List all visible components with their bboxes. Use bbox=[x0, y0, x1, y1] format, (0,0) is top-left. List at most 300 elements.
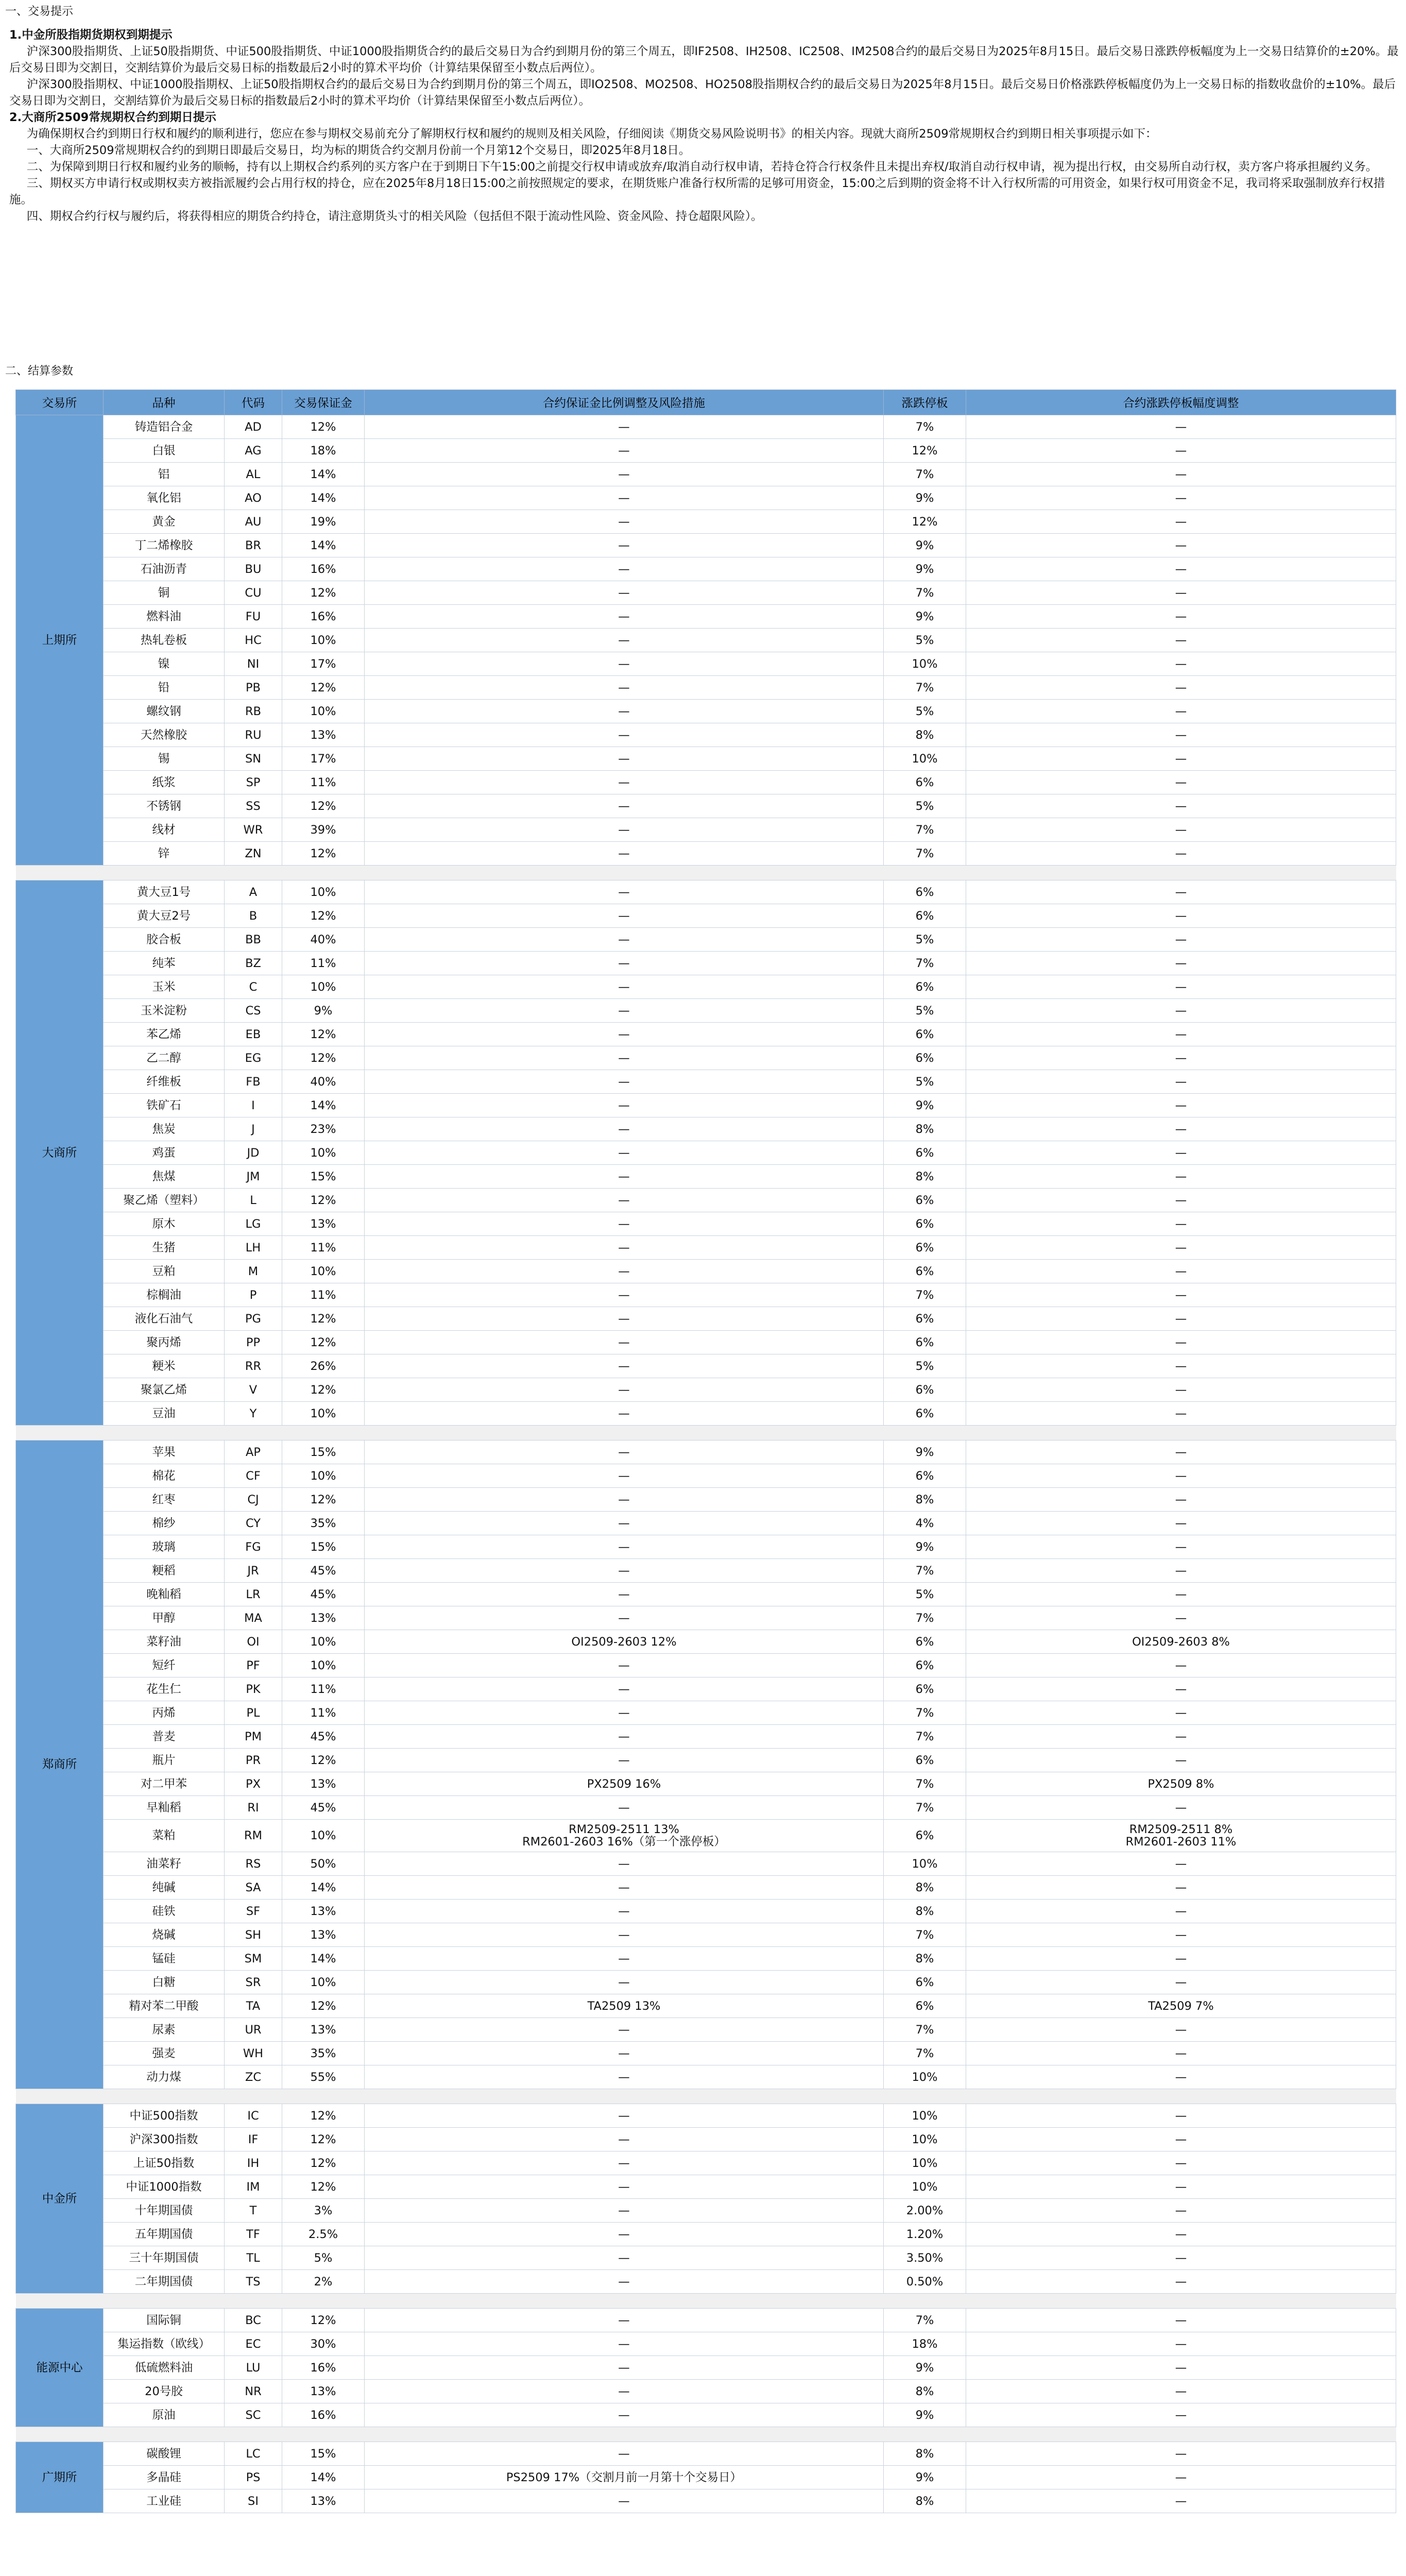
price-limit-cell: 10% bbox=[884, 747, 966, 771]
price-limit-cell: 8% bbox=[884, 1117, 966, 1141]
margin-cell: 15% bbox=[282, 1535, 365, 1559]
product-code-cell: LU bbox=[225, 2356, 282, 2380]
margin-cell: 12% bbox=[282, 1994, 365, 2018]
margin-adjustment-cell: — bbox=[365, 2223, 884, 2246]
table-row bbox=[16, 1971, 1396, 1994]
margin-adjustment-cell: — bbox=[365, 463, 884, 486]
margin-cell: 12% bbox=[282, 1331, 365, 1354]
margin-adjustment-cell: — bbox=[365, 1236, 884, 1260]
table-row bbox=[16, 1994, 1396, 2018]
margin-cell: 10% bbox=[282, 1654, 365, 1677]
price-limit-cell: 8% bbox=[884, 1900, 966, 1923]
price-limit-cell: 5% bbox=[884, 629, 966, 652]
price-limit-cell: 8% bbox=[884, 1488, 966, 1512]
limit-adjustment-cell: — bbox=[966, 1512, 1396, 1535]
limit-adjustment-cell: — bbox=[966, 2356, 1396, 2380]
exchange-cell: 大商所 bbox=[16, 880, 104, 1426]
margin-cell: 12% bbox=[282, 2128, 365, 2151]
product-name-cell: 石油沥青 bbox=[104, 557, 225, 581]
product-code-cell: M bbox=[225, 1260, 282, 1283]
product-name-cell: 乙二醇 bbox=[104, 1046, 225, 1070]
group-separator bbox=[16, 2427, 1396, 2442]
product-code-cell: AP bbox=[225, 1440, 282, 1464]
margin-cell: 11% bbox=[282, 771, 365, 794]
limit-adjustment-cell: — bbox=[966, 2489, 1396, 2513]
margin-adjustment-cell: — bbox=[365, 557, 884, 581]
price-limit-cell: 10% bbox=[884, 1852, 966, 1876]
price-limit-cell: 6% bbox=[884, 1189, 966, 1212]
margin-cell: 12% bbox=[282, 842, 365, 866]
limit-adjustment-cell: RM2509-2511 8% RM2601-2603 11% bbox=[966, 1820, 1396, 1852]
product-code-cell: V bbox=[225, 1378, 282, 1402]
margin-adjustment-cell: — bbox=[365, 1900, 884, 1923]
price-limit-cell: 7% bbox=[884, 1701, 966, 1725]
price-limit-cell: 6% bbox=[884, 1994, 966, 2018]
price-limit-cell: 7% bbox=[884, 952, 966, 975]
price-limit-cell: 6% bbox=[884, 771, 966, 794]
product-code-cell: SA bbox=[225, 1876, 282, 1900]
table-row bbox=[16, 676, 1396, 700]
product-name-cell: 黄大豆1号 bbox=[104, 880, 225, 904]
notice-heading-cffex: 1.中金所股指期货期权到期提示 bbox=[9, 28, 173, 42]
margin-cell: 13% bbox=[282, 1606, 365, 1630]
group-separator-cell bbox=[16, 2294, 1396, 2309]
section-title-trading-notice: 一、交易提示 bbox=[5, 5, 74, 18]
product-code-cell: MA bbox=[225, 1606, 282, 1630]
price-limit-cell: 9% bbox=[884, 2403, 966, 2427]
product-code-cell: SN bbox=[225, 747, 282, 771]
limit-adjustment-cell: TA2509 7% bbox=[966, 1994, 1396, 2018]
product-code-cell: T bbox=[225, 2199, 282, 2223]
margin-cell: 15% bbox=[282, 2442, 365, 2466]
limit-adjustment-cell: — bbox=[966, 818, 1396, 842]
margin-cell: 14% bbox=[282, 1947, 365, 1971]
table-row bbox=[16, 723, 1396, 747]
product-code-cell: BB bbox=[225, 928, 282, 952]
price-limit-cell: 6% bbox=[884, 1378, 966, 1402]
product-name-cell: 丁二烯橡胶 bbox=[104, 534, 225, 557]
table-row bbox=[16, 415, 1396, 439]
product-name-cell: 豆油 bbox=[104, 1402, 225, 1426]
margin-cell: 12% bbox=[282, 1046, 365, 1070]
product-code-cell: SC bbox=[225, 2403, 282, 2427]
product-code-cell: SM bbox=[225, 1947, 282, 1971]
exchange-cell: 郑商所 bbox=[16, 1440, 104, 2089]
price-limit-cell: 7% bbox=[884, 1606, 966, 1630]
table-row bbox=[16, 2104, 1396, 2128]
table-row bbox=[16, 1378, 1396, 1402]
product-code-cell: WH bbox=[225, 2042, 282, 2065]
product-name-cell: 铁矿石 bbox=[104, 1094, 225, 1117]
margin-adjustment-cell: PS2509 17%（交割月前一月第十个交易日） bbox=[365, 2466, 884, 2489]
margin-adjustment-cell: — bbox=[365, 1023, 884, 1046]
margin-adjustment-cell: — bbox=[365, 486, 884, 510]
margin-cell: 12% bbox=[282, 2151, 365, 2175]
product-name-cell: 豆粕 bbox=[104, 1260, 225, 1283]
margin-cell: 16% bbox=[282, 2356, 365, 2380]
limit-adjustment-cell: — bbox=[966, 2309, 1396, 2332]
limit-adjustment-cell: — bbox=[966, 723, 1396, 747]
margin-cell: 12% bbox=[282, 1378, 365, 1402]
price-limit-cell: 10% bbox=[884, 2104, 966, 2128]
product-name-cell: 纯苯 bbox=[104, 952, 225, 975]
product-name-cell: 天然橡胶 bbox=[104, 723, 225, 747]
price-limit-cell: 6% bbox=[884, 904, 966, 928]
margin-adjustment-cell: — bbox=[365, 1852, 884, 1876]
margin-cell: 13% bbox=[282, 2380, 365, 2403]
table-row bbox=[16, 1559, 1396, 1583]
margin-cell: 35% bbox=[282, 1512, 365, 1535]
product-name-cell: 菜粕 bbox=[104, 1820, 225, 1852]
limit-adjustment-cell: — bbox=[966, 1141, 1396, 1165]
product-name-cell: 硅铁 bbox=[104, 1900, 225, 1923]
margin-cell: 45% bbox=[282, 1559, 365, 1583]
product-code-cell: ZC bbox=[225, 2065, 282, 2089]
notice-paragraph: 二、为保障到期日行权和履约业务的顺畅，持有以上期权合约系列的买方客户在于到期日下午15:00之前提交行权申请或放弃/取消自动行权申请，若持仓符合行权条件且未提出弃权/取消自动行权申请，视为提出行权，由交易所自动行权，卖方客户将承担履约义务。 bbox=[26, 160, 1378, 174]
limit-adjustment-cell: — bbox=[966, 1260, 1396, 1283]
table-row bbox=[16, 952, 1396, 975]
margin-cell: 12% bbox=[282, 2104, 365, 2128]
price-limit-cell: 0.50% bbox=[884, 2270, 966, 2294]
margin-adjustment-cell: — bbox=[365, 2309, 884, 2332]
limit-adjustment-cell: — bbox=[966, 2151, 1396, 2175]
price-limit-cell: 9% bbox=[884, 1094, 966, 1117]
header-product: 品种 bbox=[104, 390, 225, 415]
notice-paragraph: 沪深300股指期货、上证50股指期货、中证500股指期货、中证1000股指期货合约的最后交易日为合约到期月份的第三个周五，即IF2508、IH2508、IC2508、IM2508合约的最后交易日为2025年8月15日。最后交易日涨跌停板幅度为上一交易日结算价的±20%。最后交易日即为交割日，交割结算价为最后交易日标的指数最后2小时的算术平均价（计算结果保留至小数点后两位）。 bbox=[9, 45, 1399, 75]
product-code-cell: WR bbox=[225, 818, 282, 842]
limit-adjustment-cell: — bbox=[966, 605, 1396, 629]
margin-adjustment-cell: — bbox=[365, 2270, 884, 2294]
limit-adjustment-cell: — bbox=[966, 1094, 1396, 1117]
table-row bbox=[16, 2151, 1396, 2175]
limit-adjustment-cell: — bbox=[966, 1046, 1396, 1070]
limit-adjustment-cell: — bbox=[966, 1331, 1396, 1354]
limit-adjustment-cell: — bbox=[966, 999, 1396, 1023]
group-separator bbox=[16, 1426, 1396, 1440]
product-name-cell: 棉纱 bbox=[104, 1512, 225, 1535]
limit-adjustment-cell: — bbox=[966, 1117, 1396, 1141]
margin-cell: 11% bbox=[282, 1677, 365, 1701]
margin-adjustment-cell: — bbox=[365, 1260, 884, 1283]
header-margin-adjustment: 合约保证金比例调整及风险措施 bbox=[365, 390, 884, 415]
table-row bbox=[16, 605, 1396, 629]
margin-cell: 10% bbox=[282, 1630, 365, 1654]
price-limit-cell: 6% bbox=[884, 1402, 966, 1426]
product-name-cell: 工业硅 bbox=[104, 2489, 225, 2513]
price-limit-cell: 6% bbox=[884, 1677, 966, 1701]
product-name-cell: 多晶硅 bbox=[104, 2466, 225, 2489]
price-limit-cell: 7% bbox=[884, 676, 966, 700]
product-code-cell: TA bbox=[225, 1994, 282, 2018]
limit-adjustment-cell: — bbox=[966, 1900, 1396, 1923]
product-code-cell: PL bbox=[225, 1701, 282, 1725]
product-name-cell: 粳稻 bbox=[104, 1559, 225, 1583]
product-name-cell: 原木 bbox=[104, 1212, 225, 1236]
margin-adjustment-cell: OI2509-2603 12% bbox=[365, 1630, 884, 1654]
product-code-cell: IF bbox=[225, 2128, 282, 2151]
table-row bbox=[16, 2332, 1396, 2356]
limit-adjustment-cell: — bbox=[966, 2018, 1396, 2042]
table-row bbox=[16, 1331, 1396, 1354]
product-name-cell: 碳酸锂 bbox=[104, 2442, 225, 2466]
product-code-cell: LH bbox=[225, 1236, 282, 1260]
product-code-cell: AO bbox=[225, 486, 282, 510]
margin-cell: 10% bbox=[282, 1141, 365, 1165]
margin-cell: 13% bbox=[282, 2018, 365, 2042]
group-separator bbox=[16, 2294, 1396, 2309]
margin-adjustment-cell: — bbox=[365, 1947, 884, 1971]
limit-adjustment-cell: — bbox=[966, 1535, 1396, 1559]
margin-adjustment-cell: — bbox=[365, 2246, 884, 2270]
limit-adjustment-cell: — bbox=[966, 1559, 1396, 1583]
margin-cell: 12% bbox=[282, 1023, 365, 1046]
table-row bbox=[16, 463, 1396, 486]
margin-cell: 17% bbox=[282, 652, 365, 676]
margin-cell: 12% bbox=[282, 581, 365, 605]
notice-paragraph: 沪深300股指期权、中证1000股指期权、上证50股指期权合约的最后交易日为合约到期月份的第三个周五，即IO2508、MO2508、HO2508股指期权合约的最后交易日为2025年8月15日。最后交易日价格涨跌停板幅度仍为上一交易日标的指数收盘价的±10%。最后交易日即为交割日，交割结算价为最后交易日标的指数最后2小时的算术平均价（计算结果保留至小数点后两位）。 bbox=[9, 78, 1396, 108]
margin-adjustment-cell: — bbox=[365, 2380, 884, 2403]
table-row bbox=[16, 1023, 1396, 1046]
product-code-cell: LC bbox=[225, 2442, 282, 2466]
price-limit-cell: 10% bbox=[884, 2175, 966, 2199]
product-name-cell: 对二甲苯 bbox=[104, 1772, 225, 1796]
price-limit-cell: 5% bbox=[884, 700, 966, 723]
margin-adjustment-cell: — bbox=[365, 1876, 884, 1900]
table-row bbox=[16, 557, 1396, 581]
table-row bbox=[16, 1283, 1396, 1307]
margin-adjustment-cell: — bbox=[365, 904, 884, 928]
limit-adjustment-cell: — bbox=[966, 652, 1396, 676]
table-row bbox=[16, 1046, 1396, 1070]
product-code-cell: PG bbox=[225, 1307, 282, 1331]
price-limit-cell: 6% bbox=[884, 880, 966, 904]
limit-adjustment-cell: — bbox=[966, 1796, 1396, 1820]
price-limit-cell: 9% bbox=[884, 1535, 966, 1559]
limit-adjustment-cell: — bbox=[966, 1876, 1396, 1900]
margin-cell: 23% bbox=[282, 1117, 365, 1141]
price-limit-cell: 7% bbox=[884, 2309, 966, 2332]
margin-cell: 26% bbox=[282, 1354, 365, 1378]
limit-adjustment-cell: — bbox=[966, 486, 1396, 510]
price-limit-cell: 7% bbox=[884, 581, 966, 605]
limit-adjustment-cell: — bbox=[966, 880, 1396, 904]
table-row bbox=[16, 1354, 1396, 1378]
table-row bbox=[16, 486, 1396, 510]
price-limit-cell: 7% bbox=[884, 463, 966, 486]
product-name-cell: 瓶片 bbox=[104, 1749, 225, 1772]
margin-cell: 14% bbox=[282, 463, 365, 486]
notice-paragraph: 为确保期权合约到期日行权和履约的顺利进行，您应在参与期权交易前充分了解期权行权和履约的规则及相关风险，仔细阅读《期货交易风险说明书》的相关内容。现就大商所2509常规期权合约到期日相关事项提示如下： bbox=[26, 127, 1157, 141]
limit-adjustment-cell: — bbox=[966, 2223, 1396, 2246]
product-name-cell: 苹果 bbox=[104, 1440, 225, 1464]
margin-adjustment-cell: — bbox=[365, 747, 884, 771]
limit-adjustment-cell: — bbox=[966, 676, 1396, 700]
product-name-cell: 二年期国债 bbox=[104, 2270, 225, 2294]
limit-adjustment-cell: — bbox=[966, 1165, 1396, 1189]
product-name-cell: 氧化铝 bbox=[104, 486, 225, 510]
product-name-cell: 原油 bbox=[104, 2403, 225, 2427]
margin-cell: 40% bbox=[282, 928, 365, 952]
product-name-cell: 花生仁 bbox=[104, 1677, 225, 1701]
limit-adjustment-cell: — bbox=[966, 1749, 1396, 1772]
margin-cell: 11% bbox=[282, 1283, 365, 1307]
margin-adjustment-cell: — bbox=[365, 999, 884, 1023]
limit-adjustment-cell: — bbox=[966, 1212, 1396, 1236]
margin-adjustment-cell: — bbox=[365, 1094, 884, 1117]
price-limit-cell: 4% bbox=[884, 1512, 966, 1535]
price-limit-cell: 7% bbox=[884, 1772, 966, 1796]
price-limit-cell: 9% bbox=[884, 2356, 966, 2380]
limit-adjustment-cell: — bbox=[966, 904, 1396, 928]
price-limit-cell: 6% bbox=[884, 1260, 966, 1283]
product-name-cell: 粳米 bbox=[104, 1354, 225, 1378]
price-limit-cell: 10% bbox=[884, 652, 966, 676]
table-row bbox=[16, 2065, 1396, 2089]
table-row bbox=[16, 2466, 1396, 2489]
margin-adjustment-cell: — bbox=[365, 1165, 884, 1189]
table-row bbox=[16, 629, 1396, 652]
limit-adjustment-cell: — bbox=[966, 794, 1396, 818]
margin-cell: 12% bbox=[282, 1749, 365, 1772]
margin-cell: 12% bbox=[282, 1488, 365, 1512]
product-name-cell: 铅 bbox=[104, 676, 225, 700]
product-code-cell: RU bbox=[225, 723, 282, 747]
price-limit-cell: 3.50% bbox=[884, 2246, 966, 2270]
margin-cell: 10% bbox=[282, 1464, 365, 1488]
price-limit-cell: 5% bbox=[884, 928, 966, 952]
table-row bbox=[16, 1923, 1396, 1947]
product-name-cell: 油菜籽 bbox=[104, 1852, 225, 1876]
product-name-cell: 不锈钢 bbox=[104, 794, 225, 818]
product-code-cell: SH bbox=[225, 1923, 282, 1947]
margin-cell: 16% bbox=[282, 557, 365, 581]
margin-cell: 13% bbox=[282, 1772, 365, 1796]
product-code-cell: PX bbox=[225, 1772, 282, 1796]
table-row bbox=[16, 1117, 1396, 1141]
product-name-cell: 焦炭 bbox=[104, 1117, 225, 1141]
table-row bbox=[16, 2042, 1396, 2065]
margin-adjustment-cell: — bbox=[365, 1378, 884, 1402]
margin-adjustment-cell: — bbox=[365, 439, 884, 463]
product-code-cell: I bbox=[225, 1094, 282, 1117]
price-limit-cell: 8% bbox=[884, 1876, 966, 1900]
product-name-cell: 强麦 bbox=[104, 2042, 225, 2065]
group-separator-cell bbox=[16, 1426, 1396, 1440]
product-code-cell: NR bbox=[225, 2380, 282, 2403]
limit-adjustment-cell: — bbox=[966, 2065, 1396, 2089]
price-limit-cell: 6% bbox=[884, 1464, 966, 1488]
margin-adjustment-cell: — bbox=[365, 1749, 884, 1772]
product-code-cell: SF bbox=[225, 1900, 282, 1923]
product-name-cell: 尿素 bbox=[104, 2018, 225, 2042]
table-row bbox=[16, 975, 1396, 999]
product-code-cell: EB bbox=[225, 1023, 282, 1046]
margin-adjustment-cell: — bbox=[365, 1535, 884, 1559]
margin-adjustment-cell: — bbox=[365, 2151, 884, 2175]
price-limit-cell: 8% bbox=[884, 723, 966, 747]
product-code-cell: B bbox=[225, 904, 282, 928]
product-code-cell: EG bbox=[225, 1046, 282, 1070]
table-row bbox=[16, 1900, 1396, 1923]
product-name-cell: 生猪 bbox=[104, 1236, 225, 1260]
margin-adjustment-cell: — bbox=[365, 2442, 884, 2466]
table-row bbox=[16, 880, 1396, 904]
table-row bbox=[16, 2380, 1396, 2403]
margin-adjustment-cell: — bbox=[365, 975, 884, 999]
table-row bbox=[16, 1141, 1396, 1165]
margin-adjustment-cell: — bbox=[365, 2042, 884, 2065]
margin-adjustment-cell: — bbox=[365, 2356, 884, 2380]
margin-adjustment-cell: — bbox=[365, 581, 884, 605]
limit-adjustment-cell: — bbox=[966, 1654, 1396, 1677]
margin-adjustment-cell: — bbox=[365, 1189, 884, 1212]
table-row bbox=[16, 1212, 1396, 1236]
margin-cell: 55% bbox=[282, 2065, 365, 2089]
header-limit-adjustment: 合约涨跌停板幅度调整 bbox=[966, 390, 1396, 415]
margin-cell: 12% bbox=[282, 904, 365, 928]
settlement-params-table bbox=[15, 389, 1396, 2513]
table-row bbox=[16, 1876, 1396, 1900]
margin-cell: 15% bbox=[282, 1165, 365, 1189]
margin-adjustment-cell: — bbox=[365, 510, 884, 534]
notice-paragraph: 三、期权买方申请行权或期权卖方被指派履约会占用行权的持仓，应在2025年8月18日15:00之前按照规定的要求，在期货账户准备行权所需的足够可用资金，15:00之后到期的资金将不计入行权所需的可用资金，如果行权可用资金不足，我司将采取强制放弃行权措施。 bbox=[9, 177, 1385, 207]
product-name-cell: 甲醇 bbox=[104, 1606, 225, 1630]
margin-cell: 16% bbox=[282, 605, 365, 629]
exchange-cell: 广期所 bbox=[16, 2442, 104, 2513]
product-name-cell: 棕榈油 bbox=[104, 1283, 225, 1307]
table-row bbox=[16, 439, 1396, 463]
margin-cell: 12% bbox=[282, 676, 365, 700]
product-name-cell: 黄金 bbox=[104, 510, 225, 534]
product-code-cell: LR bbox=[225, 1583, 282, 1606]
margin-adjustment-cell: — bbox=[365, 605, 884, 629]
table-row bbox=[16, 1677, 1396, 1701]
limit-adjustment-cell: — bbox=[966, 2270, 1396, 2294]
table-row bbox=[16, 1440, 1396, 1464]
product-name-cell: 短纤 bbox=[104, 1654, 225, 1677]
product-name-cell: 棉花 bbox=[104, 1464, 225, 1488]
product-name-cell: 聚乙烯（塑料） bbox=[104, 1189, 225, 1212]
margin-cell: 12% bbox=[282, 794, 365, 818]
product-code-cell: EC bbox=[225, 2332, 282, 2356]
price-limit-cell: 6% bbox=[884, 1971, 966, 1994]
margin-adjustment-cell: — bbox=[365, 842, 884, 866]
product-code-cell: RM bbox=[225, 1820, 282, 1852]
section-title-settlement-params: 二、结算参数 bbox=[5, 365, 74, 378]
limit-adjustment-cell: — bbox=[966, 1236, 1396, 1260]
product-name-cell: 鸡蛋 bbox=[104, 1141, 225, 1165]
margin-adjustment-cell: — bbox=[365, 1654, 884, 1677]
header-price-limit: 涨跌停板 bbox=[884, 390, 966, 415]
table-row bbox=[16, 1701, 1396, 1725]
margin-adjustment-cell: — bbox=[365, 2199, 884, 2223]
price-limit-cell: 8% bbox=[884, 2380, 966, 2403]
table-row bbox=[16, 1535, 1396, 1559]
product-name-cell: 早籼稻 bbox=[104, 1796, 225, 1820]
limit-adjustment-cell: — bbox=[966, 2332, 1396, 2356]
table-row bbox=[16, 1772, 1396, 1796]
group-separator bbox=[16, 866, 1396, 880]
table-row bbox=[16, 1307, 1396, 1331]
limit-adjustment-cell: OI2509-2603 8% bbox=[966, 1630, 1396, 1654]
table-row bbox=[16, 2356, 1396, 2380]
limit-adjustment-cell: — bbox=[966, 1189, 1396, 1212]
margin-cell: 10% bbox=[282, 1820, 365, 1852]
margin-adjustment-cell: — bbox=[365, 1677, 884, 1701]
table-row bbox=[16, 1094, 1396, 1117]
margin-adjustment-cell: — bbox=[365, 1606, 884, 1630]
limit-adjustment-cell: — bbox=[966, 1464, 1396, 1488]
